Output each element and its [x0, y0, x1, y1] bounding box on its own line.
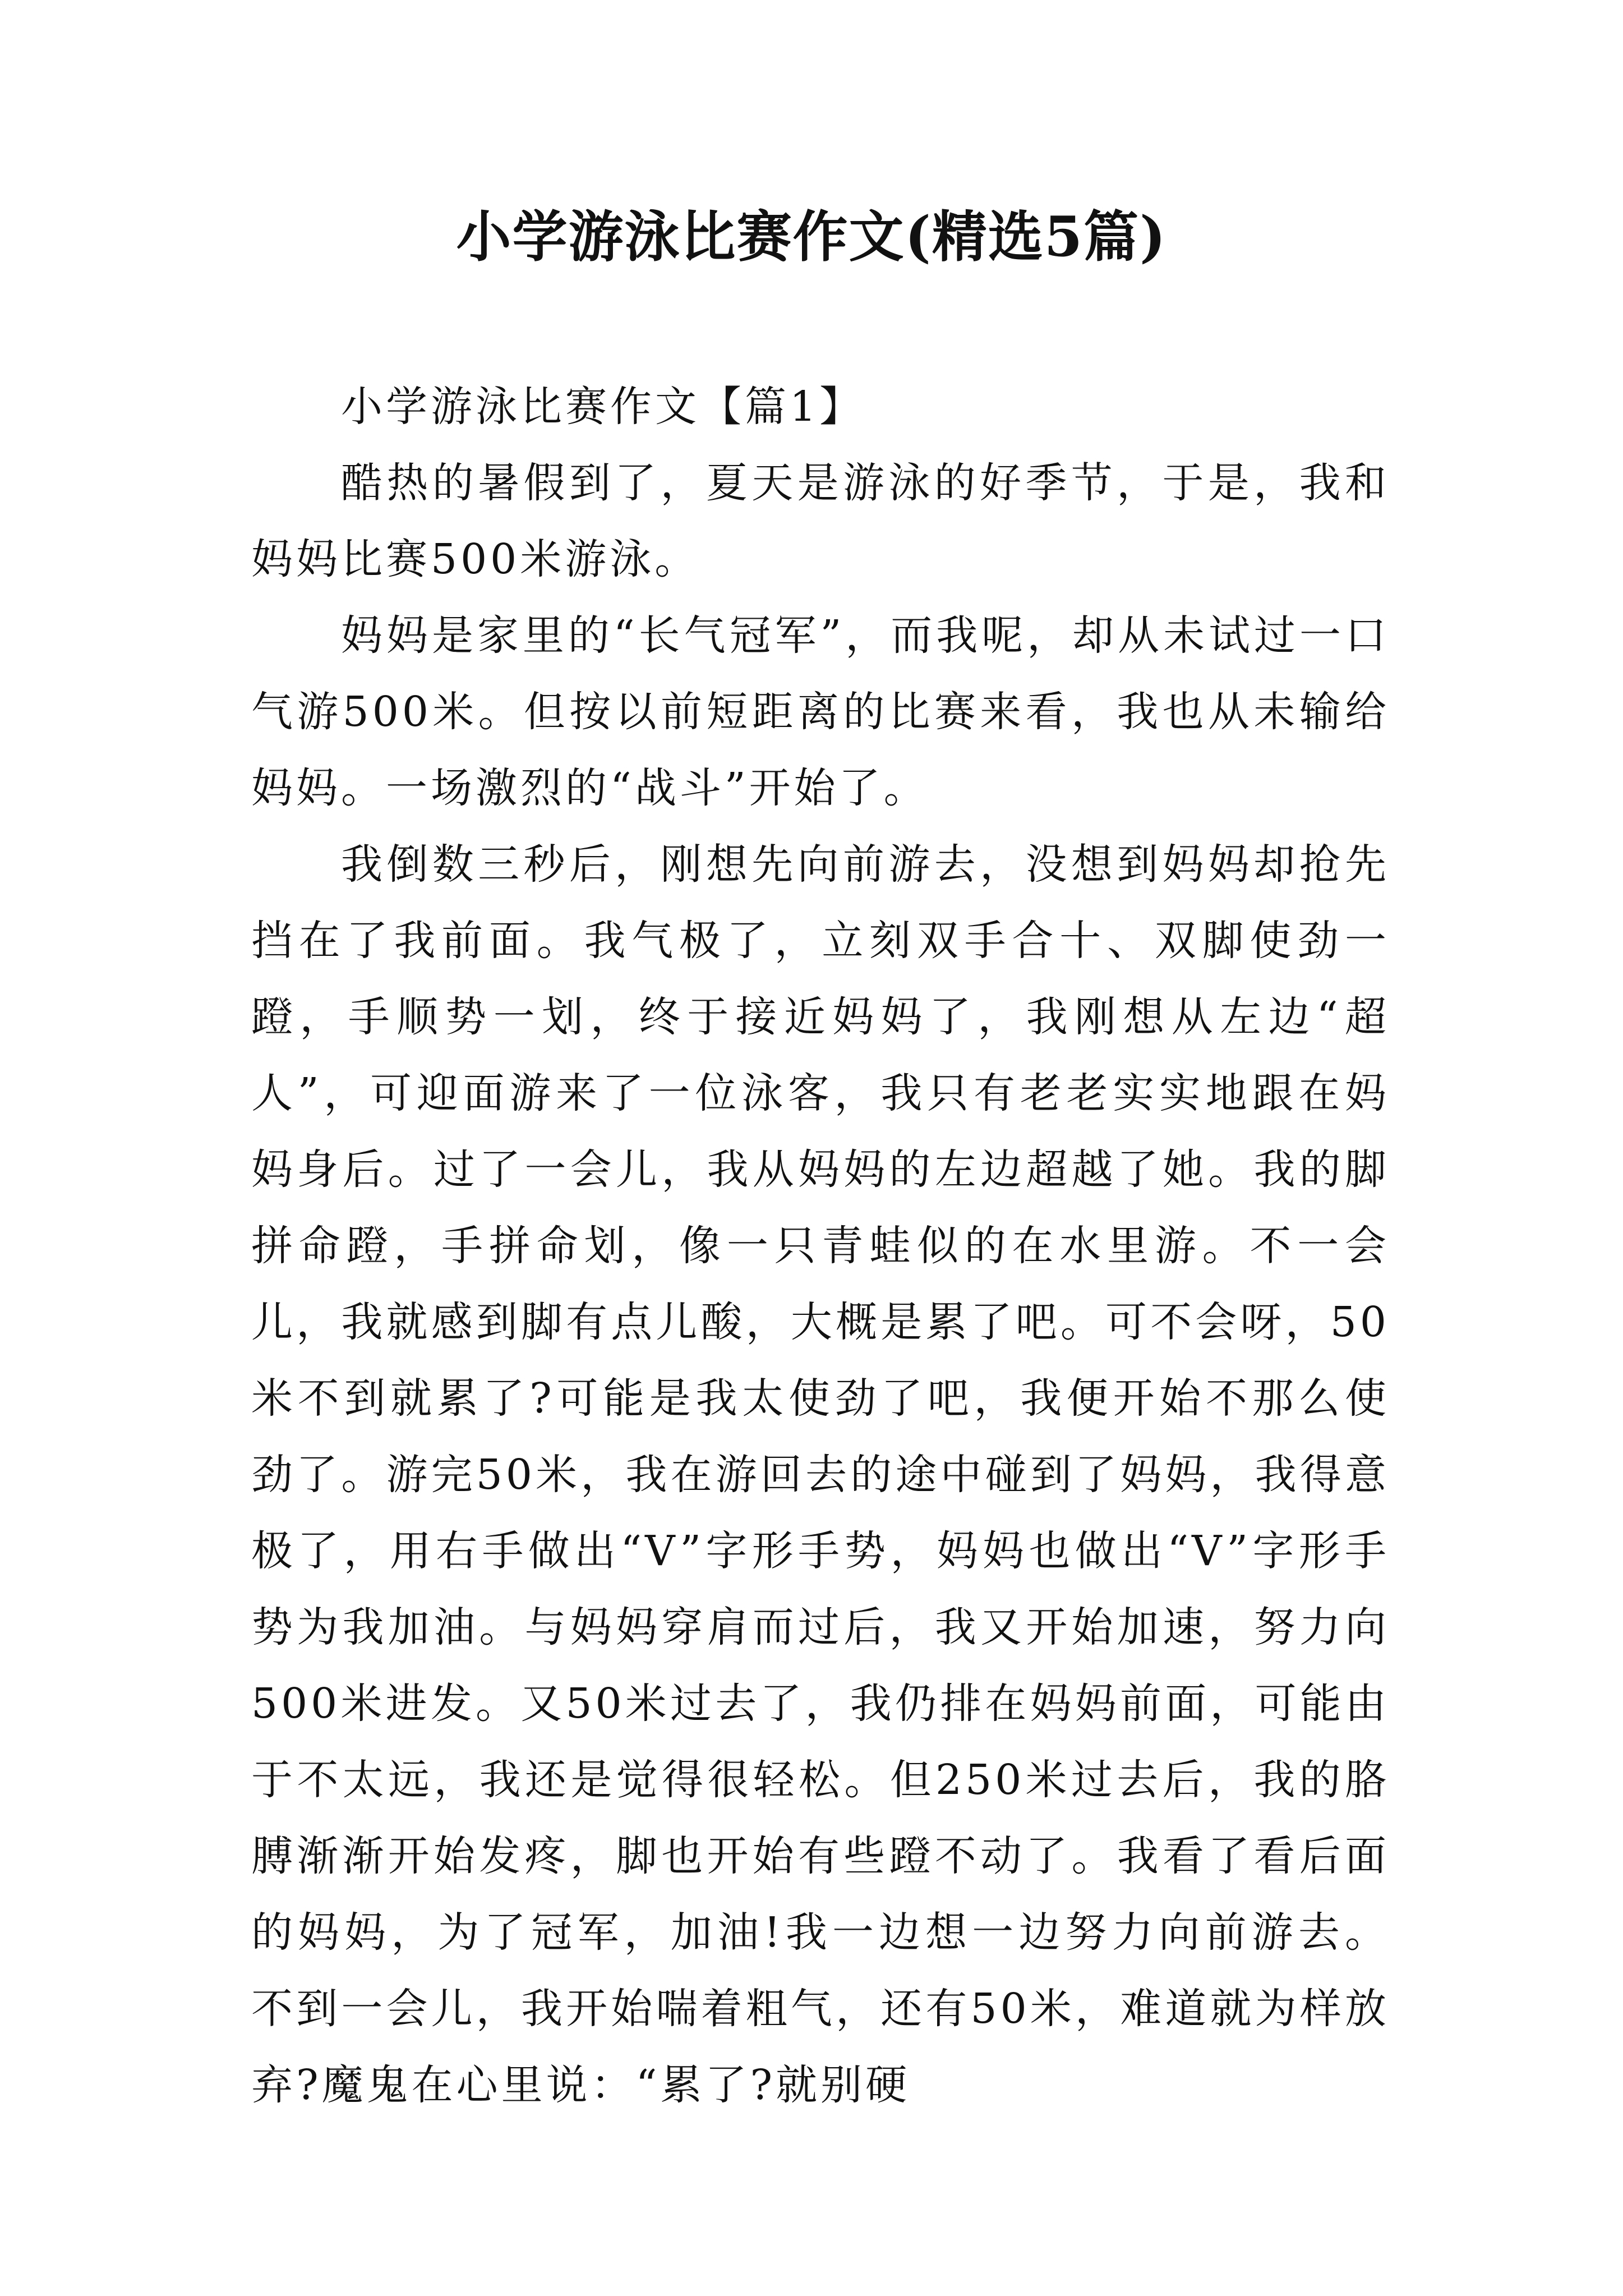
paragraph-1: 酷热的暑假到了，夏天是游泳的好季节，于是，我和妈妈比赛500米游泳。 [251, 459, 1390, 583]
section-heading: 小学游泳比赛作文【篇1】 [341, 383, 865, 431]
paragraph-3: 我倒数三秒后，刚想先向前游去，没想到妈妈却抢先挡在了我前面。我气极了，立刻双手合十、双脚使劲一蹬，手顺势一划，终于接近妈妈了，我刚想从左边“超人”，可迎面游来了一位泳客，我只有老老实实地跟在妈妈身后。过了一会儿，我从妈妈的左边超越了她。我的脚拼命蹬，手拼命划，像一只青蛙似的在水里游。不一会儿，我就感到脚有点儿酸，大概是累了吧。可不会呀，50米不到就累了?可能是我太使劲了吧，我便开始不那么使劲了。游完50米，我在游回去的途中碰到了妈妈，我得意极了，用右手做出“V”字形手势，妈妈也做出“V”字形手势为我加油。与妈妈穿肩而过后，我又开始加速，努力向500米进发。又50米过去了，我仍排在妈妈前面，可能由于不太远，我还是觉得很轻松。但250米过去后，我的胳膊渐渐开始发疼，脚也开始有些蹬不动了。我看了看后面的妈妈，为了冠军，加油!我一边想一边努力向前游去。不到一会儿，我开始喘着粗气，还有50米，难道就为样放弃?魔鬼在心里说：“累了?就别硬 [251, 840, 1390, 2109]
document-body [251, 369, 1390, 2123]
document-title: 小学游泳比赛作文(精选5篇) [456, 205, 1167, 269]
paragraph-2: 妈妈是家里的“长气冠军”，而我呢，却从未试过一口气游500米。但按以前短距离的比赛来看，我也从未输给妈妈。一场激烈的“战斗”开始了。 [251, 611, 1390, 812]
